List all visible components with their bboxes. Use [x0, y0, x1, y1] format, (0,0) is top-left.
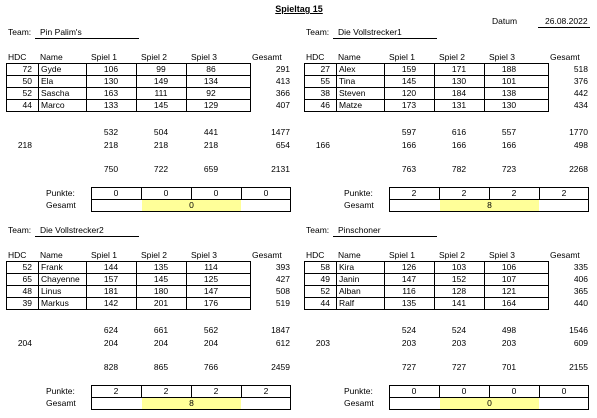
player-total: 442	[573, 88, 588, 98]
player-spiel-3: 125	[203, 274, 219, 284]
summary-hdc-row-total: 498	[573, 140, 588, 150]
player-hdc: 48	[22, 286, 32, 296]
team-label: Team:	[306, 27, 330, 37]
summary-hdc-row-cell: 203	[501, 338, 517, 348]
header-name: Name	[40, 52, 63, 62]
header-spiel-2: Spiel 2	[141, 250, 167, 260]
summary-hdc-row-cell: 218	[203, 140, 219, 150]
grid-col-line	[336, 63, 337, 112]
punkte-label: Punkte:	[46, 386, 75, 396]
gesamt-label: Gesamt	[46, 398, 76, 408]
header-gesamt: Gesamt	[252, 250, 282, 260]
header-spiel-2: Spiel 2	[141, 52, 167, 62]
summary-final-row-cell: 701	[501, 362, 517, 372]
player-total: 406	[573, 274, 588, 284]
player-spiel-1: 145	[401, 76, 417, 86]
points-cell: 2	[461, 188, 467, 198]
points-cell: 0	[213, 188, 219, 198]
points-total: 0	[189, 200, 194, 210]
player-spiel-1: 181	[103, 286, 119, 296]
summary-sum-row-cell: 441	[203, 127, 219, 137]
points-total: 8	[487, 200, 492, 210]
summary-hdc-row-cell: 166	[451, 140, 467, 150]
player-spiel-1: 116	[402, 286, 416, 296]
player-spiel-2: 201	[153, 298, 169, 308]
player-spiel-2: 145	[153, 100, 169, 110]
player-total: 518	[573, 64, 588, 74]
summary-final-row-cell: 750	[103, 164, 119, 174]
grid-col-line	[38, 63, 39, 112]
gesamt-label: Gesamt	[344, 200, 374, 210]
points-cell: 0	[561, 386, 567, 396]
summary-final-row-total: 2459	[271, 362, 290, 372]
summary-sum-row-cell: 532	[103, 127, 119, 137]
player-spiel-2: 128	[451, 286, 467, 296]
player-spiel-1: 157	[103, 274, 119, 284]
summary-sum-row-cell: 597	[401, 127, 417, 137]
player-total: 427	[275, 274, 290, 284]
points-cell: 2	[511, 188, 517, 198]
player-hdc: 38	[320, 88, 330, 98]
summary-final-row-cell: 722	[153, 164, 169, 174]
summary-hdc-row-cell: 218	[103, 140, 119, 150]
player-hdc: 46	[320, 100, 330, 110]
player-hdc: 55	[320, 76, 330, 86]
player-spiel-2: 171	[451, 64, 467, 74]
player-spiel-2: 99	[156, 64, 166, 74]
player-spiel-1: 130	[103, 76, 119, 86]
team-label: Team:	[8, 225, 32, 235]
player-spiel-2: 131	[451, 100, 467, 110]
player-name: Sascha	[41, 88, 70, 98]
player-spiel-2: 145	[153, 274, 169, 284]
player-name: Steven	[339, 88, 366, 98]
player-spiel-3: 138	[501, 88, 517, 98]
header-gesamt: Gesamt	[252, 52, 282, 62]
player-spiel-3: 188	[501, 64, 517, 74]
summary-sum-row-cell: 616	[451, 127, 467, 137]
header-gesamt: Gesamt	[550, 52, 580, 62]
team-name-underline	[333, 38, 437, 39]
player-total: 365	[573, 286, 588, 296]
player-spiel-1: 135	[401, 298, 417, 308]
points-cell: 2	[113, 386, 119, 396]
summary-sum-row-total: 1847	[271, 325, 290, 335]
header-name: Name	[40, 250, 63, 260]
player-name: Gyde	[41, 64, 62, 74]
player-spiel-3: 107	[501, 274, 517, 284]
player-spiel-3: 129	[203, 100, 219, 110]
team-label: Team:	[306, 225, 330, 235]
player-spiel-3: 101	[501, 76, 517, 86]
summary-sum-row-cell: 624	[103, 325, 119, 335]
header-spiel-1: Spiel 1	[389, 250, 415, 260]
player-spiel-3: 164	[501, 298, 517, 308]
team-name-underline	[35, 236, 139, 237]
player-total: 508	[275, 286, 290, 296]
player-total: 291	[275, 64, 290, 74]
player-spiel-3: 114	[204, 262, 218, 272]
player-spiel-1: 144	[103, 262, 119, 272]
header-spiel-3: Spiel 3	[191, 52, 217, 62]
points-cell: 2	[163, 386, 169, 396]
team-name-underline	[333, 236, 437, 237]
summary-final-row-total: 2268	[569, 164, 588, 174]
player-name: Ela	[41, 76, 54, 86]
header-hdc: HDC	[306, 52, 325, 62]
points-cell: 0	[263, 188, 269, 198]
summary-hdc-row-cell: 166	[401, 140, 417, 150]
header-hdc: HDC	[8, 250, 27, 260]
player-hdc: 44	[22, 100, 32, 110]
header-spiel-3: Spiel 3	[191, 250, 217, 260]
player-spiel-3: 106	[501, 262, 517, 272]
points-cell: 2	[213, 386, 219, 396]
player-total: 519	[275, 298, 290, 308]
summary-sum-row-cell: 504	[153, 127, 169, 137]
player-hdc: 65	[22, 274, 32, 284]
summary-sum-row-total: 1546	[569, 325, 588, 335]
summary-hdc-row-cell: 203	[401, 338, 417, 348]
page-title: Spieltag 15	[275, 4, 323, 14]
player-name: Alban	[339, 286, 361, 296]
summary-final-row-total: 2131	[271, 164, 290, 174]
player-spiel-3: 86	[206, 64, 216, 74]
points-cell: 2	[263, 386, 269, 396]
player-spiel-1: 173	[401, 100, 417, 110]
player-spiel-2: 184	[451, 88, 467, 98]
punkte-label: Punkte:	[344, 386, 373, 396]
summary-sum-row-cell: 498	[501, 325, 517, 335]
player-name: Matze	[339, 100, 363, 110]
player-hdc: 44	[320, 298, 330, 308]
player-name: Frank	[41, 262, 63, 272]
player-spiel-3: 176	[203, 298, 219, 308]
player-hdc: 49	[320, 274, 330, 284]
summary-final-row-cell: 723	[501, 164, 517, 174]
team-label: Team:	[8, 27, 32, 37]
points-cell: 0	[461, 386, 467, 396]
points-cell: 0	[411, 386, 417, 396]
points-cell: 0	[113, 188, 119, 198]
points-cell: 0	[163, 188, 169, 198]
summary-final-row-cell: 782	[451, 164, 467, 174]
hdc-total: 218	[17, 140, 32, 150]
summary-final-row-cell: 727	[451, 362, 467, 372]
player-spiel-1: 159	[401, 64, 417, 74]
player-hdc: 58	[320, 262, 330, 272]
player-hdc: 27	[320, 64, 330, 74]
player-hdc: 72	[22, 64, 32, 74]
player-hdc: 52	[320, 286, 330, 296]
player-spiel-2: 135	[153, 262, 169, 272]
summary-sum-row-total: 1770	[569, 127, 588, 137]
summary-final-row-cell: 763	[401, 164, 417, 174]
player-name: Kira	[339, 262, 355, 272]
header-spiel-2: Spiel 2	[439, 250, 465, 260]
summary-hdc-row-total: 609	[573, 338, 588, 348]
player-name: Tina	[339, 76, 356, 86]
player-hdc: 39	[22, 298, 32, 308]
player-total: 393	[275, 262, 290, 272]
team-name: Pinschoner	[338, 225, 381, 235]
player-total: 376	[573, 76, 588, 86]
grid-col-line	[38, 261, 39, 310]
player-spiel-3: 134	[203, 76, 219, 86]
player-name: Marco	[41, 100, 65, 110]
summary-hdc-row-cell: 204	[153, 338, 169, 348]
player-spiel-3: 130	[501, 100, 517, 110]
summary-sum-row-cell: 524	[451, 325, 467, 335]
summary-final-row-cell: 659	[203, 164, 219, 174]
summary-final-row-total: 2155	[569, 362, 588, 372]
summary-sum-row-cell: 661	[153, 325, 169, 335]
summary-final-row-cell: 865	[153, 362, 169, 372]
datum-label: Datum	[492, 16, 518, 26]
points-total: 8	[189, 398, 194, 408]
datum-underline	[538, 27, 590, 28]
player-spiel-2: 130	[451, 76, 467, 86]
header-name: Name	[338, 250, 361, 260]
player-name: Linus	[41, 286, 62, 296]
player-total: 440	[573, 298, 588, 308]
player-spiel-3: 92	[206, 88, 216, 98]
summary-hdc-row-cell: 203	[451, 338, 467, 348]
player-spiel-2: 141	[451, 298, 467, 308]
player-spiel-1: 142	[103, 298, 119, 308]
player-hdc: 52	[22, 262, 32, 272]
points-total: 0	[487, 398, 492, 408]
gesamt-label: Gesamt	[344, 398, 374, 408]
player-name: Ralf	[339, 298, 355, 308]
points-cell: 0	[511, 386, 517, 396]
team-name-underline	[35, 38, 139, 39]
player-hdc: 52	[22, 88, 32, 98]
summary-sum-row-total: 1477	[271, 127, 290, 137]
summary-final-row-cell: 828	[103, 362, 119, 372]
player-spiel-2: 149	[153, 76, 169, 86]
player-name: Janin	[339, 274, 360, 284]
summary-sum-row-cell: 562	[203, 325, 219, 335]
player-spiel-1: 147	[401, 274, 417, 284]
player-total: 407	[275, 100, 290, 110]
player-total: 335	[573, 262, 588, 272]
player-spiel-1: 126	[401, 262, 417, 272]
punkte-label: Punkte:	[344, 188, 373, 198]
summary-hdc-row-cell: 166	[501, 140, 517, 150]
player-name: Chayenne	[41, 274, 80, 284]
player-total: 366	[275, 88, 290, 98]
player-spiel-2: 103	[451, 262, 467, 272]
team-name: Die Vollstrecker1	[338, 27, 402, 37]
team-name: Pin Palim's	[40, 27, 82, 37]
team-name: Die Vollstrecker2	[40, 225, 104, 235]
header-spiel-1: Spiel 1	[91, 250, 117, 260]
summary-hdc-row-cell: 204	[203, 338, 219, 348]
punkte-label: Punkte:	[46, 188, 75, 198]
header-name: Name	[338, 52, 361, 62]
summary-hdc-row-total: 654	[275, 140, 290, 150]
header-spiel-3: Spiel 3	[489, 250, 515, 260]
player-spiel-2: 152	[451, 274, 467, 284]
player-spiel-3: 121	[501, 286, 517, 296]
player-name: Markus	[41, 298, 69, 308]
header-gesamt: Gesamt	[550, 250, 580, 260]
summary-sum-row-cell: 524	[401, 325, 417, 335]
gesamt-label: Gesamt	[46, 200, 76, 210]
hdc-total: 166	[315, 140, 330, 150]
player-spiel-1: 133	[103, 100, 119, 110]
summary-hdc-row-cell: 204	[103, 338, 119, 348]
player-spiel-1: 120	[401, 88, 417, 98]
player-total: 434	[573, 100, 588, 110]
datum-value: 26.08.2022	[545, 16, 588, 26]
hdc-total: 203	[315, 338, 330, 348]
header-spiel-2: Spiel 2	[439, 52, 465, 62]
player-hdc: 50	[22, 76, 32, 86]
summary-hdc-row-total: 612	[275, 338, 290, 348]
points-cell: 2	[561, 188, 567, 198]
player-spiel-2: 180	[153, 286, 169, 296]
player-total: 413	[275, 76, 290, 86]
player-name: Alex	[339, 64, 356, 74]
player-spiel-1: 163	[103, 88, 119, 98]
grid-col-line	[336, 261, 337, 310]
player-spiel-3: 147	[203, 286, 219, 296]
header-spiel-3: Spiel 3	[489, 52, 515, 62]
summary-hdc-row-cell: 218	[153, 140, 169, 150]
header-hdc: HDC	[8, 52, 27, 62]
hdc-total: 204	[17, 338, 32, 348]
player-spiel-2: 111	[154, 88, 168, 98]
summary-final-row-cell: 766	[203, 362, 219, 372]
summary-final-row-cell: 727	[401, 362, 417, 372]
header-hdc: HDC	[306, 250, 325, 260]
points-cell: 2	[411, 188, 417, 198]
header-spiel-1: Spiel 1	[91, 52, 117, 62]
summary-sum-row-cell: 557	[501, 127, 517, 137]
player-spiel-1: 106	[103, 64, 119, 74]
header-spiel-1: Spiel 1	[389, 52, 415, 62]
